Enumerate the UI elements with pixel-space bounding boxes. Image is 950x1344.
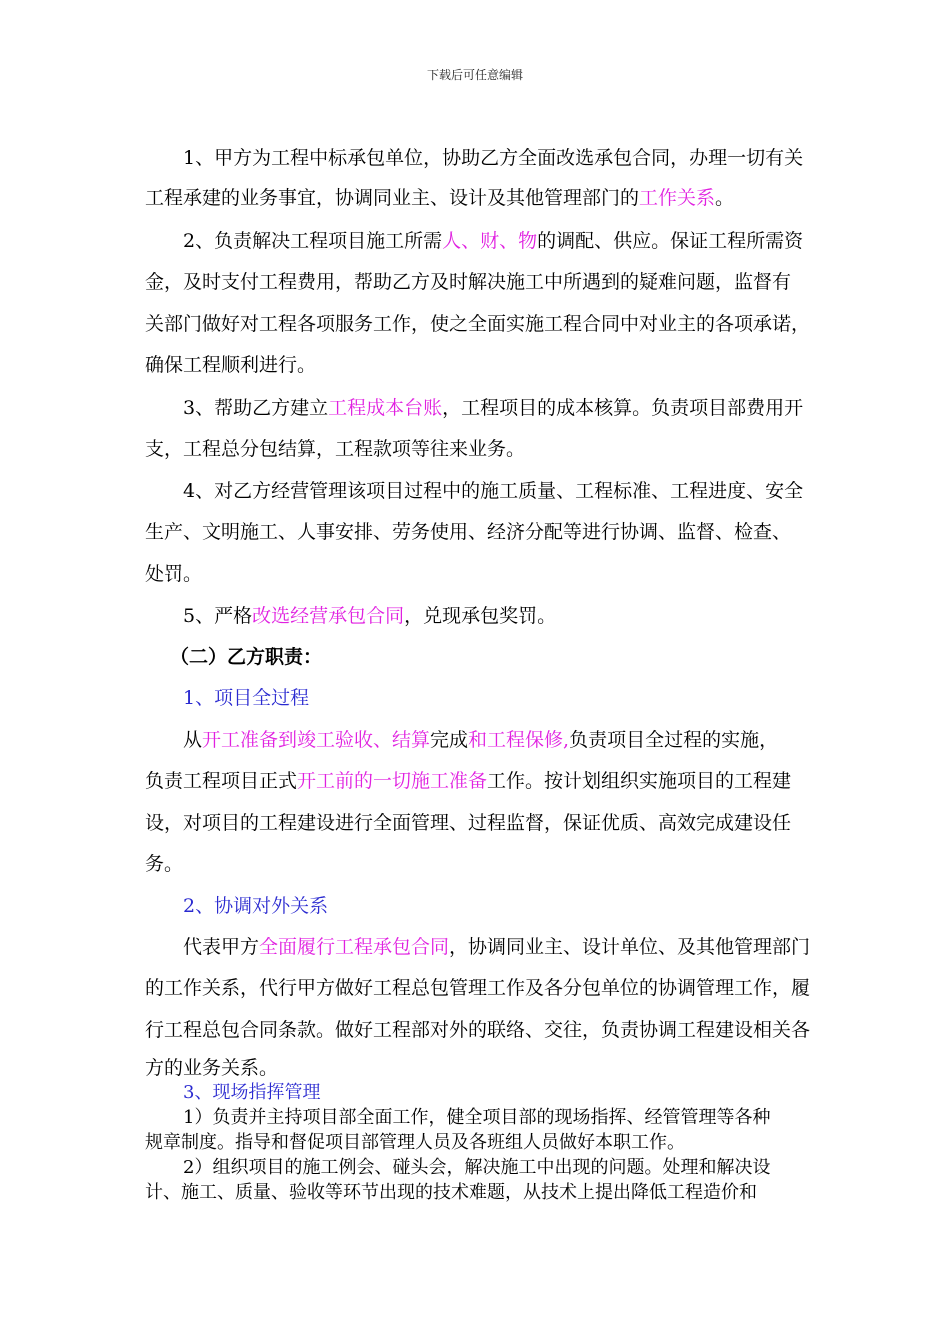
highlight-text: 改选经营承包合同	[252, 605, 405, 627]
para-2-line-4: 确保工程顺利进行。	[145, 354, 317, 376]
text: 完成	[430, 729, 469, 751]
para-5-line-1	[183, 604, 556, 628]
text: ，协调同业主、设计单位、及其他管理部门	[449, 936, 811, 958]
para-8-line-1: 1）负责并主持项目部全面工作，健全项目部的现场指挥、经管管理等各种	[183, 1107, 771, 1128]
para-9-line-1: 2）组织项目的施工例会、碰头会，解决施工中出现的问题。处理和解决设	[183, 1157, 771, 1178]
para-3-line-2: 支，工程总分包结算，工程款项等往来业务。	[145, 438, 526, 460]
highlight-text: 人、财、物	[442, 230, 538, 252]
text: ，工程项目的成本核算。负责项目部费用开	[442, 397, 804, 419]
para-8-line-2: 规章制度。指导和督促项目部管理人员及各班组人员做好本职工作。	[145, 1132, 685, 1153]
highlight-text: 全面履行工程承包合同	[259, 936, 450, 958]
text: 负责工程项目正式	[145, 770, 298, 792]
para-7-line-1	[183, 935, 810, 959]
highlight-text: 开工准备到竣工验收、结算	[202, 729, 431, 751]
para-6-line-2	[145, 769, 791, 793]
para-4-line-1: 4、对乙方经营管理该项目过程中的施工质量、工程标准、工程进度、安全	[183, 480, 804, 502]
text: 从	[183, 729, 203, 751]
para-1-line-2	[145, 186, 734, 210]
text: 负责项目全过程的实施，	[569, 729, 779, 751]
highlight-text: 开工前的一切施工准备	[297, 770, 488, 792]
heading-3: 3、现场指挥管理	[183, 1082, 321, 1103]
heading-1: 1、项目全过程	[183, 687, 310, 709]
para-7-line-4: 方的业务关系。	[145, 1057, 279, 1079]
text: 代表甲方	[183, 936, 260, 958]
section-2-title: （二）乙方职责：	[170, 646, 323, 668]
text: 。	[715, 187, 735, 209]
para-6-line-4: 务。	[145, 853, 184, 875]
para-2-line-3: 关部门做好对工程各项服务工作，使之全面实施工程合同中对业主的各项承诺，	[145, 313, 811, 335]
para-7-line-3: 行工程总包合同条款。做好工程部对外的联络、交往，负责协调工程建设相关各	[145, 1019, 811, 1041]
para-6-line-1	[183, 728, 778, 752]
para-4-line-3: 处罚。	[145, 563, 203, 585]
text: 的调配、供应。保证工程所需资	[537, 230, 804, 252]
text: 3、帮助乙方建立	[183, 397, 329, 419]
text: 工作。按计划组织实施项目的工程建	[487, 770, 792, 792]
text: 5、严格	[183, 605, 253, 627]
para-7-line-2: 的工作关系，代行甲方做好工程总包管理工作及各分包单位的协调管理工作，履	[145, 977, 811, 999]
para-1-line-1: 1、甲方为工程中标承包单位，协助乙方全面改选承包合同，办理一切有关	[183, 147, 804, 169]
para-2-line-1	[183, 229, 803, 253]
text: ，兑现承包奖罚。	[404, 605, 557, 627]
text: 2、负责解决工程项目施工所需	[183, 230, 443, 252]
heading-2: 2、协调对外关系	[183, 895, 329, 917]
text: 工程承建的业务事宜，协调同业主、设计及其他管理部门的	[145, 187, 640, 209]
highlight-text: 和工程保修,	[468, 729, 570, 751]
para-6-line-3: 设，对项目的工程建设进行全面管理、过程监督，保证优质、高效完成建设任	[145, 812, 792, 834]
para-3-line-1	[183, 396, 803, 420]
page-header: 下载后可任意编辑	[426, 68, 523, 82]
para-9-line-2: 计、施工、质量、验收等环节出现的技术难题，从技术上提出降低工程造价和	[145, 1182, 757, 1203]
para-2-line-2: 金，及时支付工程费用，帮助乙方及时解决施工中所遇到的疑难问题，监督有	[145, 271, 792, 293]
highlight-text: 工程成本台账	[328, 397, 443, 419]
highlight-text: 工作关系	[639, 187, 716, 209]
para-4-line-2: 生产、文明施工、人事安排、劳务使用、经济分配等进行协调、监督、检查、	[145, 521, 792, 543]
